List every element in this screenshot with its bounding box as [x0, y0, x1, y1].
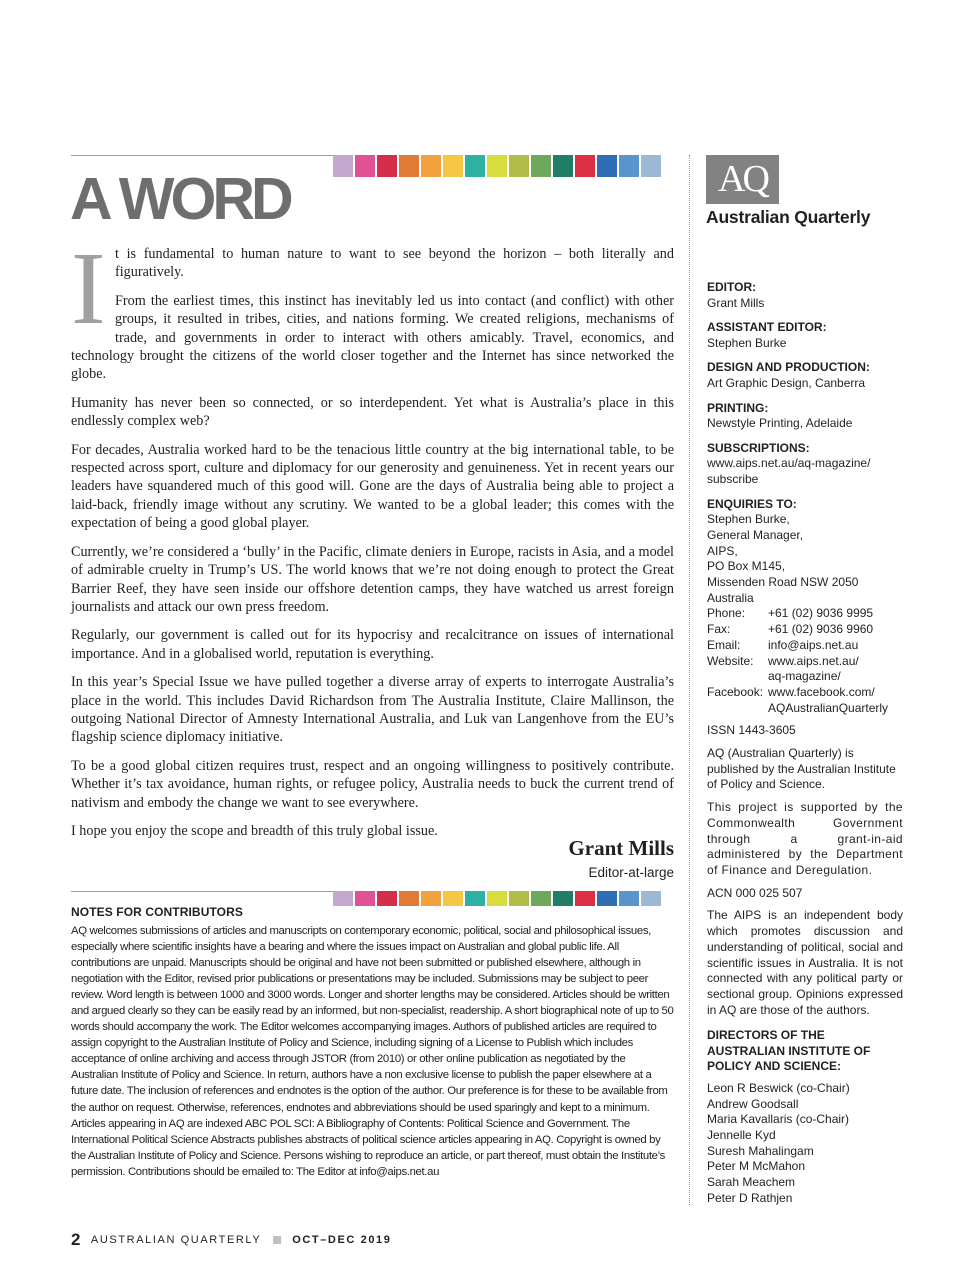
color-swatch: [465, 891, 485, 906]
color-swatch: [487, 155, 507, 177]
enquiries-label: ENQUIRIES TO:: [707, 496, 797, 511]
article-paragraph: From the earliest times, this instinct has inevitably led us into contact (and conflict) with other groups, it resulted in tribes, cities, and nations forming. We created religions, mechanisms of trade, and governments in order to interact with others amicably. Travel, economics, and technology brought the citizens of the world closer together and the Internet has since networked the globe.: [71, 292, 674, 383]
color-swatch: [641, 891, 661, 906]
enquiries-line: Missenden Road NSW 2050 Australia: [707, 575, 859, 605]
fax-row: [707, 622, 903, 638]
masthead-sidebar: [707, 280, 903, 1206]
notes-heading: NOTES FOR CONTRIBUTORS: [71, 905, 243, 919]
color-swatch: [355, 891, 375, 906]
fax-label: Fax:: [707, 622, 731, 637]
enquiries-line: Stephen Burke,: [707, 512, 790, 527]
color-swatch: [575, 891, 595, 906]
color-swatch: [333, 155, 353, 177]
aq-logo: AQ: [706, 155, 779, 204]
subscriptions-link-cont[interactable]: subscribe: [707, 472, 759, 487]
article-body: [71, 231, 674, 850]
design-label: DESIGN AND PRODUCTION:: [707, 360, 870, 375]
issue-date: OCT–DEC 2019: [292, 1234, 392, 1246]
color-swatch: [597, 155, 617, 177]
color-swatch: [553, 891, 573, 906]
article-paragraph: Humanity has never been so connected, or so interdependent. Yet what is Australia’s place in this endlessly complex web?: [71, 394, 674, 430]
page-number: 2: [71, 1230, 81, 1249]
brand-name: Australian Quarterly: [706, 207, 871, 227]
published-by: AQ (Australian Quarterly) is published by the Australian Institute of Policy and Science.: [707, 746, 896, 792]
website-link-part[interactable]: www.aips.net.au/: [768, 653, 859, 668]
article-paragraph: Regularly, our government is called out for its hypocrisy and recalcitrance on issues of international importance. And in a globalised world, reputation is everything.: [71, 627, 674, 662]
aips-about: The AIPS is an independent body which promotes discussion and understanding of political, social and scientific issues in Australia. It is not connected with any political party or sectional group. Opinions expressed in AQ are those of the authors.: [707, 908, 903, 1017]
director-name: Andrew Goodsall: [707, 1096, 799, 1111]
article-paragraph: For decades, Australia worked hard to be the tenacious little country at the big international table, to be respected across sport, culture and diplomacy for our generosity and genuineness. Yet in recent years our leaders have squandered much of this good will. Gone are the days of Australia being able to project a laid-back, friendly image without any scrutiny. We wanted to be a global leader; this comes with the expectation of being a good global player.: [71, 441, 674, 532]
color-swatch: [421, 155, 441, 177]
color-swatch: [575, 155, 595, 177]
color-swatch: [531, 891, 551, 906]
issn: ISSN 1443-3605: [707, 723, 796, 738]
color-swatch: [421, 891, 441, 906]
signature-name: Grant Mills: [568, 836, 674, 860]
color-swatch: [399, 155, 419, 177]
notes-body: AQ welcomes submissions of articles and manuscripts on contemporary economic, political, social and philosophical issues, especially where scientific insights have a bearing and where the issues impact on Australian and global public life. All contributions are unpaid. Manuscripts should be original and have not been submitted or published elsewhere, although in negotiation with the Editor, revised prior publications or presentations may be included. Submissions may be subject to peer review. Word length is between 1000 and 3000 words. Longer and shorter lengths may be considered. Articles should be written and argued clearly so they can be easily read by an informed, but non-specialist, readership. A short biographical note of up to 50 words should accompany the work. The Editor welcomes accompanying images. Authors of published articles are required to assign copyright to the Australian Institute of Policy and Science, including signing of a License to Publish which includes acceptance of online archiving and access through JSTOR (from 2010) or other online publication as negotiated by the Australian Institute of Policy and Science. In return, authors have a non exclusive license to publish the paper elsewhere at a future date. The inclusion of references and endnotes is the option of the author. Our preference is for these to be available from the author on request. Otherwise, references, endnotes and abbreviations should be used sparingly and kept to a minimum. Articles appearing in AQ are indexed ABC POL SCI: A Bibliography of Contents: Political Science and Government. The International Political Science Abstracts publishes abstracts of political science articles appearing in AQ. Copyright is owned by the Australian Institute of Policy and Science. Persons wishing to reproduce an article, or part thereof, must obtain the Institute’s permission. Contributions should be emailed to: The Editor at info@aips.net.au: [71, 925, 674, 1178]
director-name: Peter M McMahon: [707, 1159, 806, 1174]
color-swatch: [619, 891, 639, 906]
facebook-link-part[interactable]: AQAustralianQuarterly: [768, 700, 889, 715]
assistant-editor-value: Stephen Burke: [707, 335, 787, 350]
column-divider: [689, 155, 690, 1205]
assistant-editor-label: ASSISTANT EDITOR:: [707, 320, 827, 335]
subscriptions-label: SUBSCRIPTIONS:: [707, 440, 810, 455]
editor-label: EDITOR:: [707, 280, 757, 294]
phone-row: [707, 606, 903, 622]
page-title: A WORD: [70, 166, 290, 232]
color-swatch: [399, 891, 419, 906]
notes-rule: [71, 891, 333, 892]
article-paragraph: Currently, we’re considered a ‘bully’ in the Pacific, climate deniers in Europe, racists in Asia, and a model of admirable cruelty in Trump’s US. The world knows that we’re not doing enough to protect the Great Barrier Reef, they have seen inside our offshore detention camps, they have watched us arrest foreign journalists and attack our own press freedom.: [71, 543, 674, 615]
website-row: [707, 654, 903, 685]
page-footer: [71, 1230, 391, 1250]
color-swatch: [443, 891, 463, 906]
color-swatch: [531, 155, 551, 177]
signature-block: [470, 836, 674, 882]
color-swatch: [509, 891, 529, 906]
director-name: Maria Kavallaris (co-Chair): [707, 1112, 850, 1127]
facebook-row: [707, 685, 903, 716]
enquiries-line: General Manager,: [707, 527, 804, 542]
website-link[interactable]: [768, 654, 903, 685]
article-paragraph: In this year’s Special Issue we have pulled together a diverse array of experts to interrogate Australia’s place in the world. This includes David Richardson from The Australia Institute, Claire Mallinson, the outgoing National Director of Amnesty International Australia, and Luk van Langenhove from the EU’s flagship science diplomacy initiative.: [71, 674, 674, 746]
color-swatch: [377, 891, 397, 906]
drop-cap: I: [71, 231, 106, 346]
printing-label: PRINTING:: [707, 400, 769, 415]
phone-value: +61 (02) 9036 9995: [768, 606, 874, 621]
editor-value: Grant Mills: [707, 295, 765, 310]
signature-role: Editor-at-large: [588, 865, 674, 880]
color-swatch: [465, 155, 485, 177]
color-swatch: [333, 891, 353, 906]
director-name: Sarah Meachem: [707, 1175, 796, 1190]
color-swatch: [553, 155, 573, 177]
top-rule: [71, 155, 333, 156]
color-strip-notes: [333, 891, 663, 906]
separator-square: [273, 1236, 281, 1244]
director-name: Suresh Mahalingam: [707, 1143, 814, 1158]
director-name: Leon R Beswick (co-Chair): [707, 1080, 850, 1095]
publication-name: AUSTRALIAN QUARTERLY: [90, 1234, 262, 1246]
color-swatch: [509, 155, 529, 177]
email-link[interactable]: info@aips.net.au: [768, 637, 859, 652]
facebook-link-part[interactable]: www.facebook.com/: [768, 684, 875, 699]
color-swatch: [443, 155, 463, 177]
email-row: [707, 638, 903, 654]
facebook-link[interactable]: [768, 685, 903, 716]
facebook-label: Facebook:: [707, 684, 764, 699]
article-paragraph: I hope you enjoy the scope and breadth of this truly global issue.: [71, 822, 438, 839]
subscriptions-link[interactable]: www.aips.net.au/aq-magazine/: [707, 456, 871, 471]
article-paragraph: t is fundamental to human nature to want to see beyond the horizon – both literally and figuratively.: [115, 246, 674, 281]
website-link-part[interactable]: aq-magazine/: [768, 669, 841, 684]
director-name: Peter D Rathjen: [707, 1190, 793, 1205]
enquiries-line: AIPS,: [707, 543, 738, 558]
enquiries-line: PO Box M145,: [707, 559, 786, 574]
article-paragraph: To be a good global citizen requires trust, respect and an ongoing willingness to positively contribute. Whether it’s tax avoidance, human rights, or refugee policy, Australia needs to buck the current trend of nativism and embody the change we want to see everywhere.: [71, 757, 674, 811]
support-statement: This project is supported by the Commonwealth Government through a grant-in-aid administered by the Department of Finance and Deregulation.: [707, 800, 903, 877]
color-swatch: [377, 155, 397, 177]
director-name: Jennelle Kyd: [707, 1127, 776, 1142]
color-swatch: [597, 891, 617, 906]
design-value: Art Graphic Design, Canberra: [707, 375, 866, 390]
color-swatch: [487, 891, 507, 906]
color-swatch: [641, 155, 661, 177]
website-label: Website:: [707, 653, 754, 668]
fax-value: +61 (02) 9036 9960: [768, 622, 874, 637]
printing-value: Newstyle Printing, Adelaide: [707, 416, 853, 431]
color-swatch: [619, 155, 639, 177]
acn: ACN 000 025 507: [707, 885, 803, 900]
color-strip-top: [333, 155, 663, 177]
directors-label: DIRECTORS OF THE AUSTRALIAN INSTITUTE OF POLICY AND SCIENCE:: [707, 1028, 871, 1074]
email-label: Email:: [707, 637, 741, 652]
color-swatch: [355, 155, 375, 177]
phone-label: Phone:: [707, 606, 746, 621]
